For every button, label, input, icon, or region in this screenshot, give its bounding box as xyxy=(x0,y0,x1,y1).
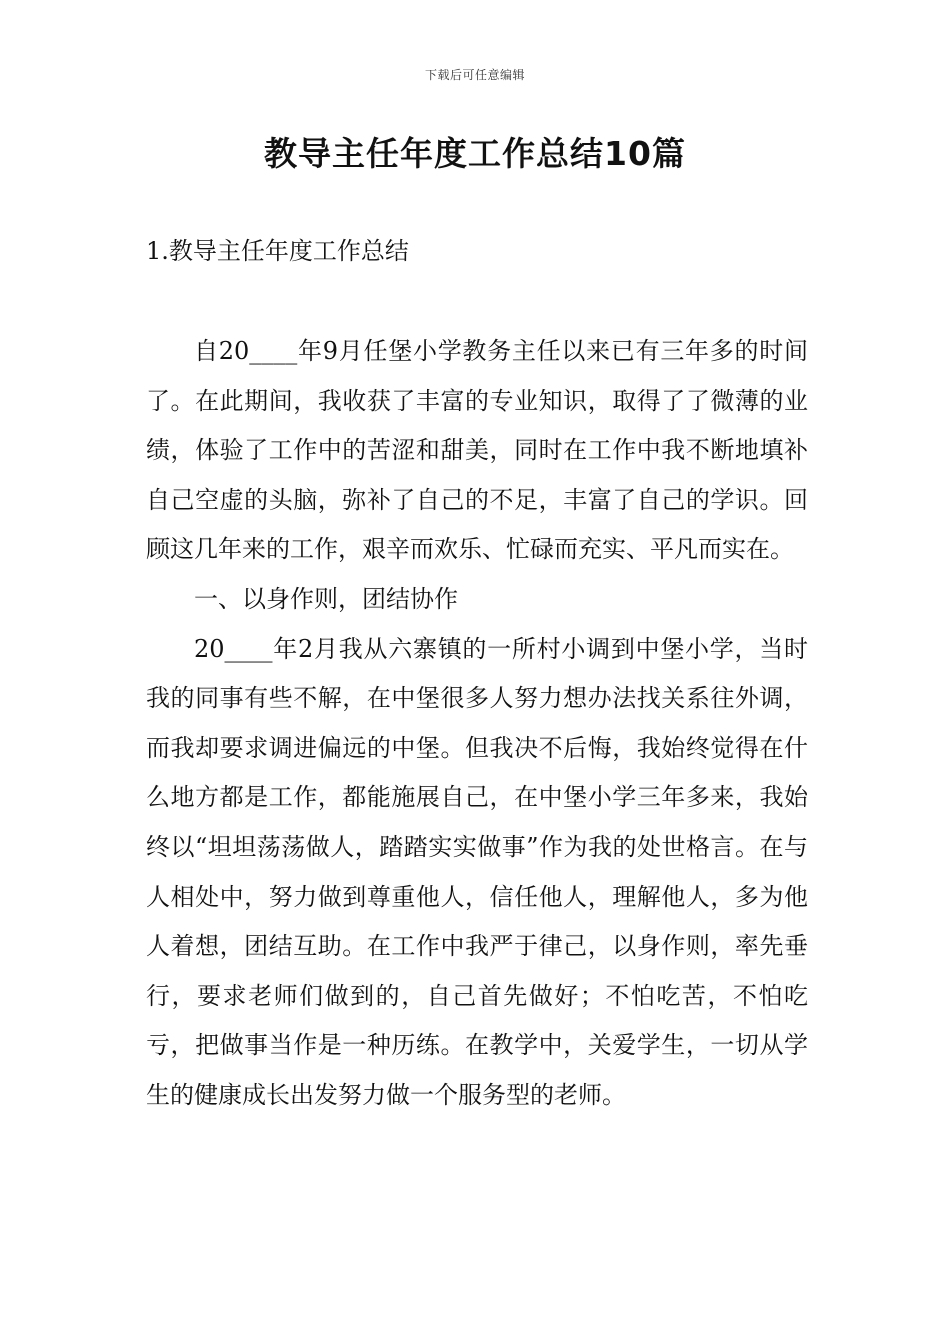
paragraph-intro: 自20____年9月任堡小学教务主任以来已有三年多的时间了。在此期间，我收获了丰富的专业知识，取得了了微薄的业绩，体验了工作中的苦涩和甜美，同时在工作中我不断地填补自己空虚的头脑，弥补了自己的不足，丰富了自己的学识。回顾这几年来的工作，艰辛而欢乐、忙碌而充实、平凡而实在。 xyxy=(146,337,808,564)
paragraph-body: 20____年2月我从六寨镇的一所村小调到中堡小学，当时我的同事有些不解，在中堡很多人努力想办法找关系往外调，而我却要求调进偏远的中堡。但我决不后悔，我始终觉得在什么地方都是工作，都能施展自己，在中堡小学三年多来，我始终以“坦坦荡荡做人，踏踏实实做事”作为我的处世格言。在与人相处中，努力做到尊重他人，信任他人，理解他人，多为他人着想，团结互助。在工作中我严于律己，以身作则，率先垂行，要求老师们做到的，自己首先做好；不怕吃苦，不怕吃亏，把做事当作是一种历练。在教学中，关爱学生，一切从学生的健康成长出发努力做一个服务型的老师。 xyxy=(146,634,808,1109)
section-heading: 1.教导主任年度工作总结 xyxy=(146,237,409,265)
document-title: 教导主任年度工作总结10篇 xyxy=(264,134,686,173)
document-body xyxy=(146,327,808,1121)
paragraph-subheading: 一、以身作则，团结协作 xyxy=(194,584,458,613)
header-note: 下载后可任意编辑 xyxy=(424,68,525,82)
